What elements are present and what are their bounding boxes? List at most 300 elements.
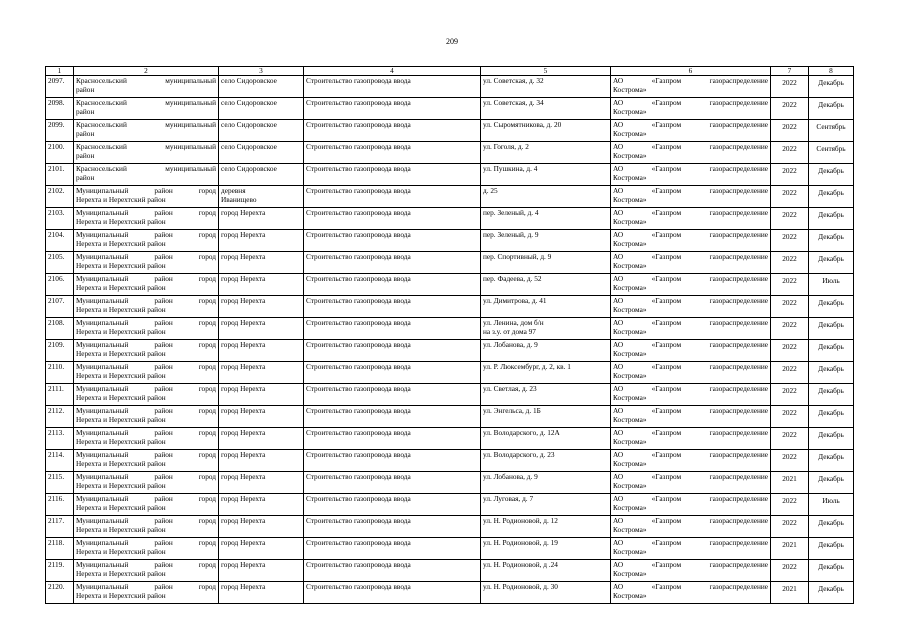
- year-cell: 2022: [771, 560, 809, 582]
- address-line: ул. Н. Родионовой, д. 19: [483, 538, 558, 547]
- column-header: 2: [74, 67, 219, 76]
- address-line: ул. Луговая, д. 7: [483, 494, 534, 503]
- address-line: ул. Р. Люксембург, д. 2, кв. 1: [483, 362, 571, 371]
- organization-cell: [611, 208, 771, 230]
- row-number: 2100.: [46, 142, 74, 164]
- address-cell: [481, 406, 611, 428]
- settlement-cell: [219, 494, 304, 516]
- organization-cell: [611, 516, 771, 538]
- organization-line: Кострома»: [613, 591, 647, 600]
- district-cell: [74, 230, 219, 252]
- organization-line: Кострома»: [613, 107, 647, 116]
- organization-line: АО «Газпром газораспределение: [613, 340, 768, 349]
- district-cell: [74, 384, 219, 406]
- settlement-line: [221, 261, 301, 270]
- settlement-line: деревня: [221, 186, 246, 195]
- table-row: [46, 208, 854, 230]
- address-cell: [481, 340, 611, 362]
- address-line: ул. Лобанова, д. 9: [483, 340, 538, 349]
- column-header: 8: [809, 67, 854, 76]
- organization-line: Кострома»: [613, 305, 647, 314]
- settlement-line: город Нерехта: [221, 406, 266, 415]
- address-cell: [481, 450, 611, 472]
- district-line: Нерехта и Нерехтский район: [76, 415, 166, 424]
- year-cell: 2022: [771, 450, 809, 472]
- district-cell: [74, 76, 219, 98]
- settlement-line: Иванищево: [221, 195, 257, 204]
- settlement-line: город Нерехта: [221, 538, 266, 547]
- organization-line: АО «Газпром газораспределение: [613, 142, 768, 151]
- organization-cell: [611, 120, 771, 142]
- district-cell: [74, 516, 219, 538]
- organization-line: Кострома»: [613, 217, 647, 226]
- district-line: Нерехта и Нерехтский район: [76, 437, 166, 446]
- row-number: 2106.: [46, 274, 74, 296]
- district-cell: [74, 428, 219, 450]
- organization-line: АО «Газпром газораспределение: [613, 230, 768, 239]
- address-cell: [481, 274, 611, 296]
- district-line: Нерехта и Нерехтский район: [76, 547, 166, 556]
- address-cell: [481, 142, 611, 164]
- address-line: ул. Светлая, д. 23: [483, 384, 537, 393]
- year-cell: 2021: [771, 472, 809, 494]
- settlement-cell: [219, 450, 304, 472]
- organization-line: Кострома»: [613, 151, 647, 160]
- district-cell: [74, 120, 219, 142]
- month-cell: Декабрь: [809, 384, 854, 406]
- table-row: [46, 318, 854, 340]
- table-row: [46, 428, 854, 450]
- work-type-cell: Строительство газопровода ввода: [304, 340, 481, 362]
- district-line: Нерехта и Нерехтский район: [76, 459, 166, 468]
- work-type-cell: Строительство газопровода ввода: [304, 120, 481, 142]
- table-row: [46, 230, 854, 252]
- settlement-line: [221, 547, 301, 556]
- district-line: Муниципальный район город: [76, 516, 216, 525]
- district-line: Нерехта и Нерехтский район: [76, 239, 166, 248]
- settlement-line: [221, 459, 301, 468]
- district-line: Муниципальный район город: [76, 472, 216, 481]
- settlement-cell: [219, 142, 304, 164]
- district-cell: [74, 252, 219, 274]
- district-cell: [74, 560, 219, 582]
- row-number: 2102.: [46, 186, 74, 208]
- organization-line: Кострома»: [613, 85, 647, 94]
- district-line: Муниципальный район город: [76, 538, 216, 547]
- settlement-cell: [219, 274, 304, 296]
- work-type-cell: Строительство газопровода ввода: [304, 274, 481, 296]
- settlement-line: город Нерехта: [221, 450, 266, 459]
- address-line: ул. Н. Родионовой, д. 30: [483, 582, 558, 591]
- month-cell: Декабрь: [809, 230, 854, 252]
- organization-cell: [611, 98, 771, 120]
- work-type-cell: Строительство газопровода ввода: [304, 450, 481, 472]
- settlement-line: [221, 239, 301, 248]
- district-line: район: [76, 129, 95, 138]
- month-cell: Декабрь: [809, 428, 854, 450]
- district-line: Муниципальный район город: [76, 582, 216, 591]
- row-number: 2113.: [46, 428, 74, 450]
- district-cell: [74, 142, 219, 164]
- table-row: [46, 494, 854, 516]
- settlement-line: город Нерехта: [221, 362, 266, 371]
- organization-line: Кострома»: [613, 569, 647, 578]
- organization-cell: [611, 274, 771, 296]
- column-header: 7: [771, 67, 809, 76]
- month-cell: Декабрь: [809, 538, 854, 560]
- district-line: Муниципальный район город: [76, 230, 216, 239]
- settlement-cell: [219, 582, 304, 604]
- address-cell: [481, 230, 611, 252]
- year-cell: 2022: [771, 186, 809, 208]
- address-line: ул. Энгельса, д. 1Б: [483, 406, 541, 415]
- district-line: Муниципальный район город: [76, 274, 216, 283]
- organization-cell: [611, 340, 771, 362]
- settlement-cell: [219, 186, 304, 208]
- settlement-cell: [219, 252, 304, 274]
- table-body: [46, 76, 854, 604]
- address-cell: [481, 252, 611, 274]
- table-row: [46, 362, 854, 384]
- settlement-line: [221, 503, 301, 512]
- district-line: Муниципальный район город: [76, 494, 216, 503]
- district-line: Муниципальный район город: [76, 340, 216, 349]
- organization-cell: [611, 582, 771, 604]
- column-number-header-row: [46, 67, 854, 76]
- month-cell: Декабрь: [809, 450, 854, 472]
- district-cell: [74, 362, 219, 384]
- year-cell: 2022: [771, 318, 809, 340]
- organization-line: АО «Газпром газораспределение: [613, 296, 768, 305]
- organization-line: Кострома»: [613, 437, 647, 446]
- work-type-cell: Строительство газопровода ввода: [304, 230, 481, 252]
- organization-cell: [611, 362, 771, 384]
- row-number: 2115.: [46, 472, 74, 494]
- district-line: Красносельский муниципальный: [76, 164, 216, 173]
- address-line: ул. Н. Родионовой, д .24: [483, 560, 558, 569]
- settlement-line: село Сидоровское: [221, 164, 277, 173]
- address-cell: [481, 76, 611, 98]
- month-cell: Сентябрь: [809, 142, 854, 164]
- settlement-line: [221, 173, 301, 182]
- settlement-line: [221, 305, 301, 314]
- row-number: 2118.: [46, 538, 74, 560]
- settlement-cell: [219, 560, 304, 582]
- year-cell: 2022: [771, 516, 809, 538]
- month-cell: Декабрь: [809, 340, 854, 362]
- year-cell: 2022: [771, 252, 809, 274]
- district-line: Муниципальный район город: [76, 560, 216, 569]
- address-cell: [481, 362, 611, 384]
- month-cell: Декабрь: [809, 406, 854, 428]
- district-cell: [74, 318, 219, 340]
- work-type-cell: Строительство газопровода ввода: [304, 296, 481, 318]
- month-cell: Декабрь: [809, 516, 854, 538]
- settlement-line: [221, 371, 301, 380]
- settlement-line: город Нерехта: [221, 274, 266, 283]
- year-cell: 2021: [771, 582, 809, 604]
- settlement-line: село Сидоровское: [221, 98, 277, 107]
- organization-line: АО «Газпром газораспределение: [613, 582, 768, 591]
- address-line: д. 25: [483, 186, 498, 195]
- table-row: [46, 472, 854, 494]
- row-number: 2103.: [46, 208, 74, 230]
- organization-cell: [611, 252, 771, 274]
- year-cell: 2022: [771, 428, 809, 450]
- settlement-cell: [219, 362, 304, 384]
- address-cell: [481, 98, 611, 120]
- month-cell: Декабрь: [809, 296, 854, 318]
- district-line: Муниципальный район город: [76, 428, 216, 437]
- row-number: 2110.: [46, 362, 74, 384]
- district-line: Муниципальный район город: [76, 296, 216, 305]
- district-line: район: [76, 151, 95, 160]
- settlement-line: [221, 525, 301, 534]
- year-cell: 2022: [771, 296, 809, 318]
- settlement-cell: [219, 230, 304, 252]
- settlement-line: [221, 217, 301, 226]
- district-line: Муниципальный район город: [76, 362, 216, 371]
- settlement-cell: [219, 208, 304, 230]
- settlement-line: село Сидоровское: [221, 76, 277, 85]
- settlement-line: [221, 327, 301, 336]
- year-cell: 2022: [771, 120, 809, 142]
- district-line: Нерехта и Нерехтский район: [76, 481, 166, 490]
- organization-line: Кострома»: [613, 261, 647, 270]
- month-cell: Июль: [809, 274, 854, 296]
- work-type-cell: Строительство газопровода ввода: [304, 186, 481, 208]
- address-line: пер. Зеленый, д. 4: [483, 208, 539, 217]
- organization-line: АО «Газпром газораспределение: [613, 274, 768, 283]
- gas-pipeline-register-table: [45, 66, 854, 604]
- year-cell: 2022: [771, 164, 809, 186]
- month-cell: Декабрь: [809, 164, 854, 186]
- district-line: Муниципальный район город: [76, 318, 216, 327]
- organization-line: АО «Газпром газораспределение: [613, 472, 768, 481]
- row-number: 2108.: [46, 318, 74, 340]
- settlement-cell: [219, 428, 304, 450]
- organization-line: АО «Газпром газораспределение: [613, 450, 768, 459]
- address-cell: [481, 472, 611, 494]
- district-cell: [74, 472, 219, 494]
- table-row: [46, 142, 854, 164]
- settlement-cell: [219, 120, 304, 142]
- settlement-line: [221, 85, 301, 94]
- address-line: ул. Лобанова, д. 9: [483, 472, 538, 481]
- settlement-cell: [219, 516, 304, 538]
- address-cell: [481, 428, 611, 450]
- address-cell: [481, 318, 611, 340]
- organization-cell: [611, 472, 771, 494]
- settlement-cell: [219, 472, 304, 494]
- row-number: 2120.: [46, 582, 74, 604]
- table-row: [46, 120, 854, 142]
- district-cell: [74, 450, 219, 472]
- organization-line: АО «Газпром газораспределение: [613, 252, 768, 261]
- column-header: 1: [46, 67, 74, 76]
- district-cell: [74, 186, 219, 208]
- district-line: Нерехта и Нерехтский район: [76, 569, 166, 578]
- settlement-cell: [219, 340, 304, 362]
- district-line: район: [76, 85, 95, 94]
- address-cell: [481, 560, 611, 582]
- organization-line: Кострома»: [613, 327, 647, 336]
- column-header: 4: [304, 67, 481, 76]
- row-number: 2119.: [46, 560, 74, 582]
- settlement-line: [221, 349, 301, 358]
- organization-line: Кострома»: [613, 415, 647, 424]
- settlement-line: город Нерехта: [221, 340, 266, 349]
- column-header: 5: [481, 67, 611, 76]
- work-type-cell: Строительство газопровода ввода: [304, 318, 481, 340]
- address-cell: [481, 186, 611, 208]
- settlement-line: [221, 129, 301, 138]
- address-cell: [481, 164, 611, 186]
- organization-line: АО «Газпром газораспределение: [613, 384, 768, 393]
- year-cell: 2022: [771, 340, 809, 362]
- table-row: [46, 274, 854, 296]
- address-line: на з.у. от дома 97: [483, 327, 536, 336]
- year-cell: 2022: [771, 384, 809, 406]
- settlement-line: город Нерехта: [221, 318, 266, 327]
- settlement-cell: [219, 164, 304, 186]
- row-number: 2109.: [46, 340, 74, 362]
- work-type-cell: Строительство газопровода ввода: [304, 98, 481, 120]
- organization-cell: [611, 230, 771, 252]
- work-type-cell: Строительство газопровода ввода: [304, 516, 481, 538]
- organization-cell: [611, 296, 771, 318]
- district-line: Красносельский муниципальный: [76, 120, 216, 129]
- table-row: [46, 76, 854, 98]
- table-row: [46, 340, 854, 362]
- settlement-cell: [219, 76, 304, 98]
- organization-line: АО «Газпром газораспределение: [613, 362, 768, 371]
- organization-line: Кострома»: [613, 129, 647, 138]
- page-number: 209: [446, 37, 458, 46]
- table-row: [46, 582, 854, 604]
- organization-line: Кострома»: [613, 195, 647, 204]
- work-type-cell: Строительство газопровода ввода: [304, 560, 481, 582]
- address-cell: [481, 582, 611, 604]
- organization-line: АО «Газпром газораспределение: [613, 98, 768, 107]
- organization-line: Кострома»: [613, 349, 647, 358]
- column-header: 3: [219, 67, 304, 76]
- row-number: 2101.: [46, 164, 74, 186]
- work-type-cell: Строительство газопровода ввода: [304, 472, 481, 494]
- district-cell: [74, 296, 219, 318]
- month-cell: Декабрь: [809, 98, 854, 120]
- settlement-line: город Нерехта: [221, 472, 266, 481]
- district-line: Нерехта и Нерехтский район: [76, 327, 166, 336]
- work-type-cell: Строительство газопровода ввода: [304, 582, 481, 604]
- settlement-line: город Нерехта: [221, 494, 266, 503]
- district-line: Красносельский муниципальный: [76, 142, 216, 151]
- organization-line: Кострома»: [613, 371, 647, 380]
- year-cell: 2022: [771, 494, 809, 516]
- table-row: [46, 384, 854, 406]
- address-line: ул. Володарского, д. 12А: [483, 428, 560, 437]
- organization-line: АО «Газпром газораспределение: [613, 406, 768, 415]
- year-cell: 2022: [771, 98, 809, 120]
- district-cell: [74, 208, 219, 230]
- table-row: [46, 252, 854, 274]
- organization-line: Кострома»: [613, 459, 647, 468]
- address-line: ул. Володарского, д. 23: [483, 450, 555, 459]
- settlement-line: город Нерехта: [221, 230, 266, 239]
- settlement-line: город Нерехта: [221, 384, 266, 393]
- district-line: Муниципальный район город: [76, 406, 216, 415]
- organization-line: АО «Газпром газораспределение: [613, 318, 768, 327]
- organization-line: АО «Газпром газораспределение: [613, 560, 768, 569]
- work-type-cell: Строительство газопровода ввода: [304, 76, 481, 98]
- settlement-line: [221, 107, 301, 116]
- district-line: Нерехта и Нерехтский район: [76, 283, 166, 292]
- organization-line: Кострома»: [613, 173, 647, 182]
- row-number: 2099.: [46, 120, 74, 142]
- district-line: Нерехта и Нерехтский район: [76, 371, 166, 380]
- year-cell: 2022: [771, 362, 809, 384]
- district-cell: [74, 164, 219, 186]
- work-type-cell: Строительство газопровода ввода: [304, 406, 481, 428]
- district-line: Муниципальный район город: [76, 208, 216, 217]
- table-row: [46, 450, 854, 472]
- address-cell: [481, 384, 611, 406]
- settlement-line: город Нерехта: [221, 582, 266, 591]
- organization-cell: [611, 186, 771, 208]
- year-cell: 2021: [771, 538, 809, 560]
- district-line: Красносельский муниципальный: [76, 98, 216, 107]
- district-cell: [74, 494, 219, 516]
- table-row: [46, 296, 854, 318]
- year-cell: 2022: [771, 76, 809, 98]
- month-cell: Декабрь: [809, 362, 854, 384]
- month-cell: Декабрь: [809, 318, 854, 340]
- row-number: 2114.: [46, 450, 74, 472]
- work-type-cell: Строительство газопровода ввода: [304, 252, 481, 274]
- organization-line: АО «Газпром газораспределение: [613, 494, 768, 503]
- district-line: Муниципальный район город: [76, 450, 216, 459]
- address-line: ул. Н. Родионовой, д. 12: [483, 516, 558, 525]
- year-cell: 2022: [771, 274, 809, 296]
- organization-line: Кострома»: [613, 481, 647, 490]
- organization-cell: [611, 428, 771, 450]
- work-type-cell: Строительство газопровода ввода: [304, 494, 481, 516]
- address-line: пер. Спортивный, д. 9: [483, 252, 552, 261]
- table-row: [46, 560, 854, 582]
- organization-cell: [611, 318, 771, 340]
- organization-cell: [611, 142, 771, 164]
- table-row: [46, 538, 854, 560]
- organization-line: Кострома»: [613, 547, 647, 556]
- settlement-line: город Нерехта: [221, 252, 266, 261]
- row-number: 2116.: [46, 494, 74, 516]
- district-line: Нерехта и Нерехтский район: [76, 525, 166, 534]
- district-line: Муниципальный район город: [76, 186, 216, 195]
- address-line: пер. Фадеева, д. 52: [483, 274, 542, 283]
- settlement-line: [221, 569, 301, 578]
- settlement-line: город Нерехта: [221, 208, 266, 217]
- organization-line: Кострома»: [613, 283, 647, 292]
- work-type-cell: Строительство газопровода ввода: [304, 164, 481, 186]
- row-number: 2111.: [46, 384, 74, 406]
- organization-line: АО «Газпром газораспределение: [613, 186, 768, 195]
- district-line: Муниципальный район город: [76, 252, 216, 261]
- row-number: 2112.: [46, 406, 74, 428]
- address-cell: [481, 516, 611, 538]
- district-cell: [74, 340, 219, 362]
- settlement-line: село Сидоровское: [221, 120, 277, 129]
- district-line: Муниципальный район город: [76, 384, 216, 393]
